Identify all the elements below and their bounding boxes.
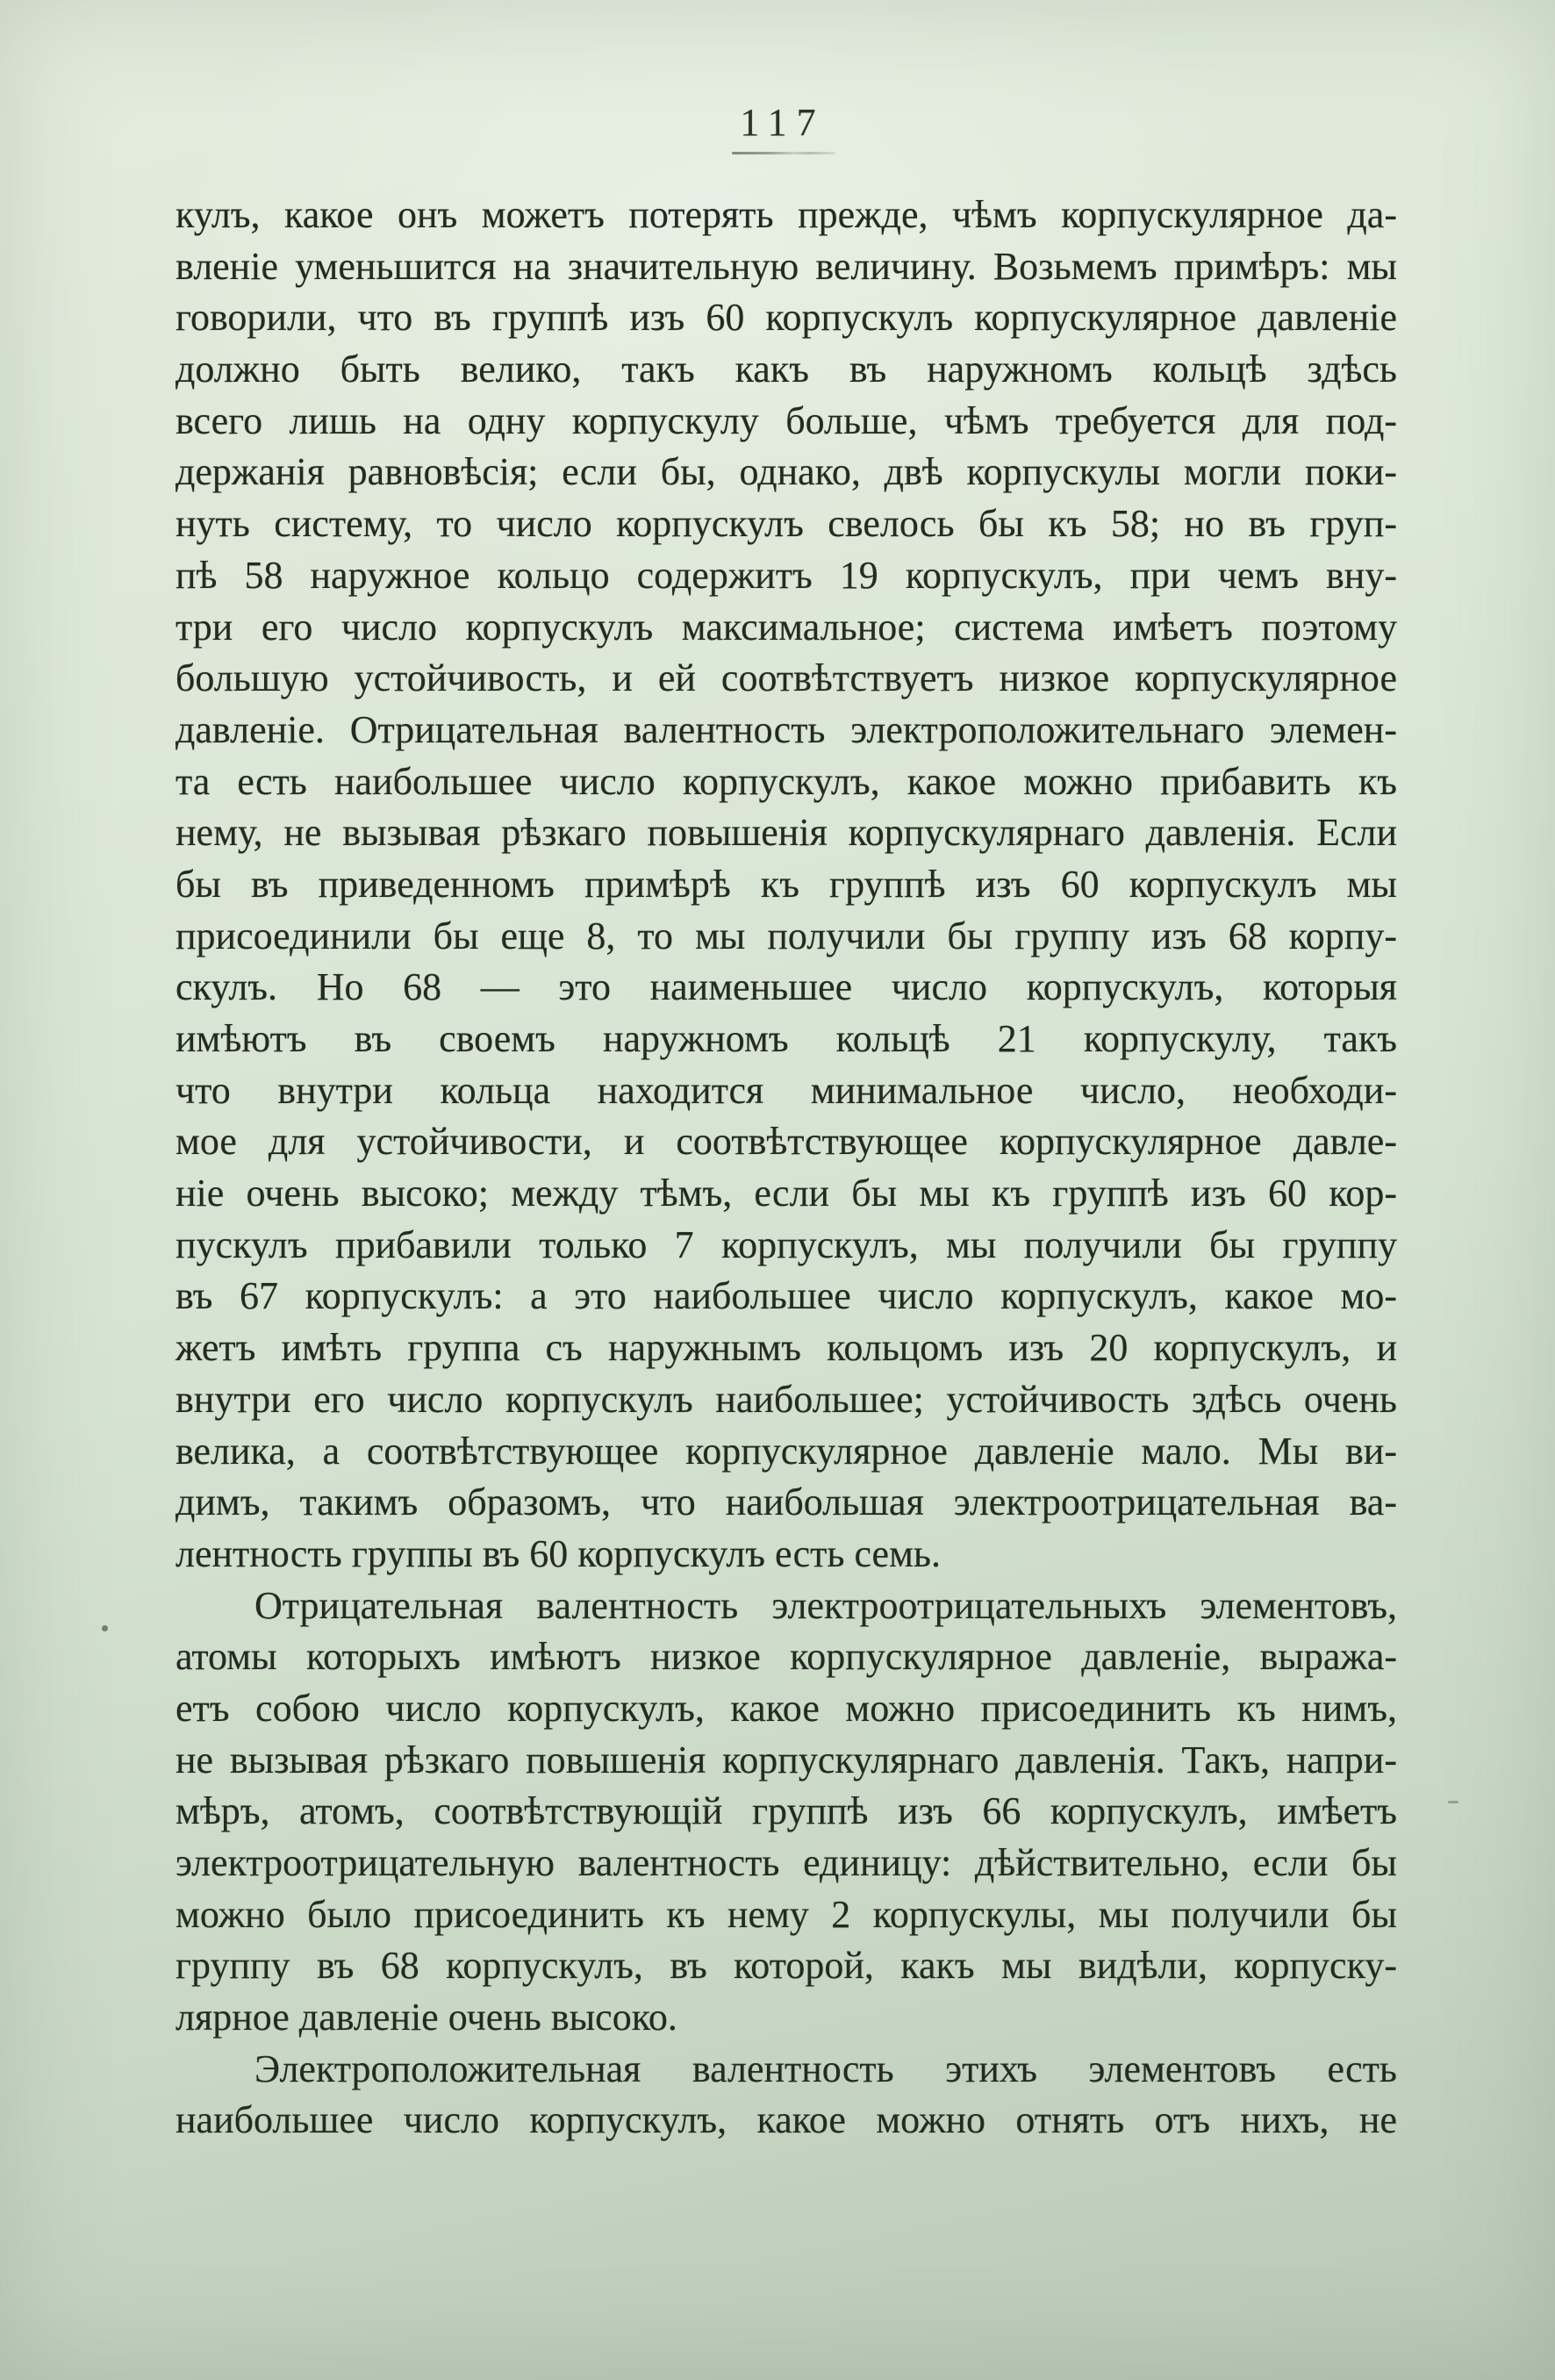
text-line-paragraph-start: Электроположительная валентность этихъ элементовъ есть: [254, 2047, 1397, 2090]
text-line-paragraph-start: Отрицательная валентность электроотрицательныхъ элементовъ,: [254, 1583, 1397, 1627]
text-line: что внутри кольца находится минимальное число, необходи-: [176, 1068, 1397, 1112]
scan-speck: [1448, 1801, 1458, 1803]
text-line-paragraph-end: лентность группы въ 60 корпускулъ есть семь.: [176, 1531, 941, 1575]
text-line: нуть систему, то число корпускулъ свелось бы къ 58; но въ груп-: [176, 502, 1397, 546]
text-line: не вызывая рѣзкаго повышенія корпускулярнаго давленія. Такъ, напри-: [176, 1738, 1397, 1781]
text-line: электроотрицательную валентность единицу: дѣйствительно, если бы: [176, 1841, 1397, 1884]
body-text: [176, 190, 1397, 2147]
text-line: димъ, такимъ образомъ, что наибольшая электроотрицательная ва-: [176, 1480, 1397, 1524]
text-line: скулъ. Но 68 — это наименьшее число корпускулъ, которыя: [176, 965, 1397, 1009]
text-line: кулъ, какое онъ можетъ потерять прежде, чѣмъ корпускулярное да-: [176, 193, 1397, 236]
text-line: большую устойчивость, и ей соотвѣтствуетъ низкое корпускулярное: [176, 656, 1397, 700]
scan-speck: [102, 1625, 108, 1631]
text-line: внутри его число корпускулъ наибольшее; устойчивость здѣсь очень: [176, 1377, 1397, 1421]
text-line: группу въ 68 корпускулъ, въ которой, какъ мы видѣли, корпуску-: [176, 1944, 1397, 1988]
text-line: ніе очень высоко; между тѣмъ, если бы мы къ группѣ изъ 60 кор-: [176, 1172, 1397, 1215]
text-line: та есть наибольшее число корпускулъ, какое можно прибавить къ: [176, 759, 1397, 803]
text-line: три его число корпускулъ максимальное; система имѣетъ поэтому: [176, 605, 1397, 649]
text-line: велика, а соотвѣтствующее корпускулярное давленіе мало. Мы ви-: [176, 1429, 1397, 1473]
text-line: держанія равновѣсія; если бы, однако, двѣ корпускулы могли поки-: [176, 450, 1397, 494]
text-line: можно было присоединить къ нему 2 корпускулы, мы получили бы: [176, 1892, 1397, 1936]
text-line-paragraph-end: лярное давленіе очень высоко.: [176, 1996, 677, 2039]
text-line: наибольшее число корпускулъ, какое можно отнять отъ нихъ, не: [176, 2098, 1397, 2142]
text-line: нему, не вызывая рѣзкаго повышенія корпускулярнаго давленія. Если: [176, 811, 1397, 855]
text-line: въ 67 корпускулъ: а это наибольшее число корпускулъ, какое мо-: [176, 1274, 1397, 1318]
text-line: жетъ имѣть группа съ наружнымъ кольцомъ изъ 20 корпускулъ, и: [176, 1326, 1397, 1370]
text-line: говорили, что въ группѣ изъ 60 корпускулъ корпускулярное давленіе: [176, 296, 1397, 340]
text-line: мѣръ, атомъ, соотвѣтствующій группѣ изъ 66 корпускулъ, имѣетъ: [176, 1789, 1397, 1833]
text-line: пѣ 58 наружное кольцо содержитъ 19 корпускулъ, при чемъ вну-: [176, 553, 1397, 597]
text-line: пускулъ прибавили только 7 корпускулъ, мы получили бы группу: [176, 1222, 1397, 1266]
text-line: етъ собою число корпускулъ, какое можно присоединить къ нимъ,: [176, 1686, 1397, 1730]
text-line: присоединили бы еще 8, то мы получили бы группу изъ 68 корпу-: [176, 914, 1397, 957]
text-line: имѣютъ въ своемъ наружномъ кольцѣ 21 корпускулу, такъ: [176, 1017, 1397, 1060]
text-line: бы въ приведенномъ примѣрѣ къ группѣ изъ 60 корпускулъ мы: [176, 862, 1397, 906]
text-line: давленіе. Отрицательная валентность электроположительнаго элемен-: [176, 707, 1397, 751]
page-number-rule: [732, 152, 835, 154]
text-line: вленіе уменьшится на значительную величину. Возьмемъ примѣръ: мы: [176, 244, 1397, 288]
text-line: должно быть велико, такъ какъ въ наружномъ кольцѣ здѣсь: [176, 348, 1397, 391]
text-line: всего лишь на одну корпускулу больше, чѣмъ требуется для под-: [176, 398, 1397, 442]
page-number: 117: [740, 101, 826, 144]
text-line: атомы которыхъ имѣютъ низкое корпускулярное давленіе, выража-: [176, 1635, 1397, 1679]
text-line: мое для устойчивости, и соотвѣтствующее корпускулярное давле-: [176, 1120, 1397, 1164]
